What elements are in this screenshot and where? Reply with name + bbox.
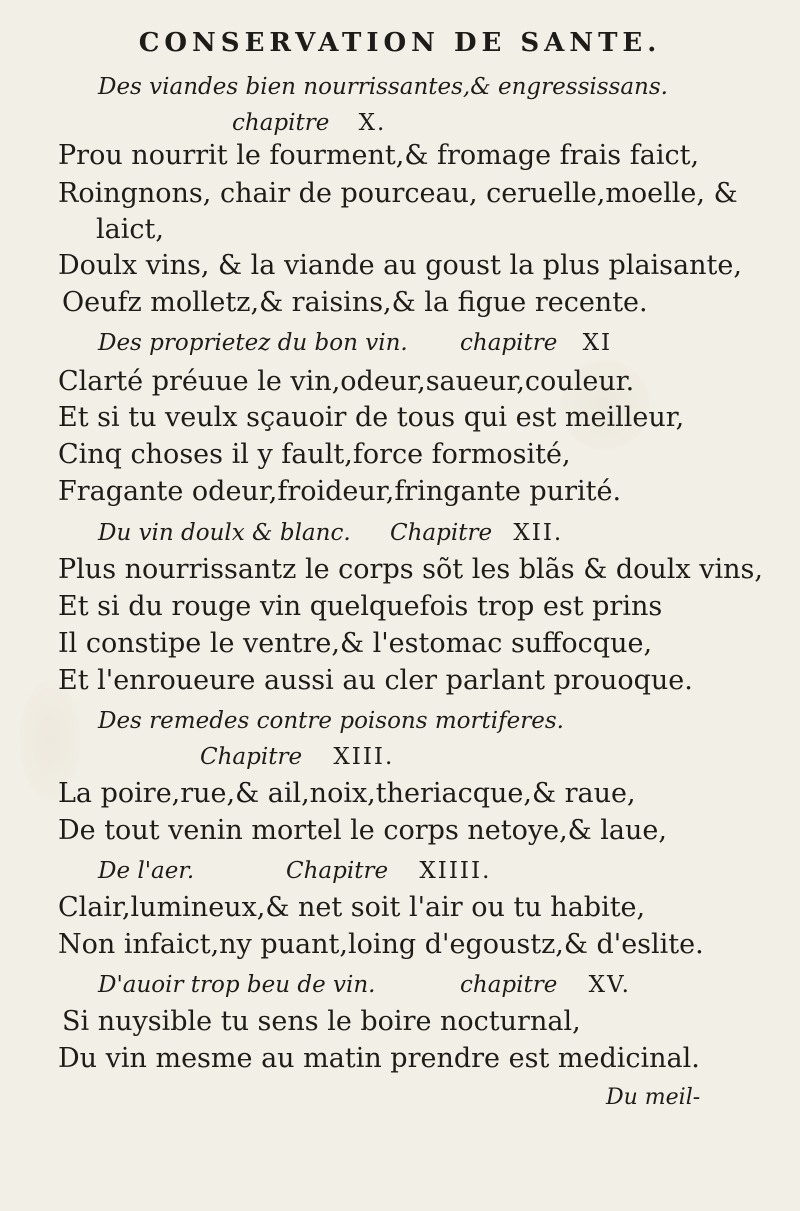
verse-line: Clair,lumineux,& net soit l'air ou tu habite, bbox=[58, 892, 646, 923]
section-heading bbox=[98, 858, 194, 884]
section-title: De l'aer. bbox=[98, 858, 195, 884]
chapter-label: chapitre XV. bbox=[460, 972, 631, 998]
chapter-label: Chapitre XII. bbox=[390, 520, 564, 546]
verse-line: Plus nourrissantz le corps sõt les blãs & doulx vins, bbox=[58, 554, 763, 585]
verse-line: Et si du rouge vin quelquefois trop est prins bbox=[58, 591, 663, 622]
verse-line: De tout venin mortel le corps netoye,& laue, bbox=[58, 815, 667, 846]
section-title: Des remedes contre poisons mortiferes. bbox=[98, 708, 564, 734]
section-title: Des proprietez du bon vin. bbox=[98, 330, 408, 356]
catchword: Du meil- bbox=[606, 1085, 701, 1110]
verse-line: Prou nourrit le fourment,& fromage frais faict, bbox=[58, 140, 700, 171]
verse-line: laict, bbox=[96, 214, 164, 245]
verse-line: Oeufz molletz,& raisins,& la figue recente. bbox=[62, 287, 648, 318]
verse-line: Et si tu veulx sçauoir de tous qui est meilleur, bbox=[58, 402, 685, 433]
verse-line: La poire,rue,& ail,noix,theriacque,& raue, bbox=[58, 778, 636, 809]
verse-line: Clarté préuue le vin,odeur,saueur,couleur. bbox=[58, 366, 635, 397]
verse-line: Et l'enroueure aussi au cler parlant prouoque. bbox=[58, 665, 693, 696]
verse-line: Roingnons, chair de pourceau, ceruelle,moelle, & bbox=[58, 178, 738, 209]
section-title: D'auoir trop beu de vin. bbox=[98, 972, 376, 998]
running-header: CONSERVATION DE SANTE. bbox=[138, 28, 662, 58]
verse-line: Doulx vins, & la viande au goust la plus plaisante, bbox=[58, 250, 742, 281]
section-heading bbox=[98, 520, 351, 546]
verse-line: Non infaict,ny puant,loing d'egoustz,& d'eslite. bbox=[58, 929, 704, 960]
verse-line: Cinq choses il y fault,force formosité, bbox=[58, 439, 571, 470]
chapter-label: Chapitre XIII. bbox=[200, 744, 395, 770]
section-title: Du vin doulx & blanc. bbox=[98, 520, 351, 546]
section-heading bbox=[98, 330, 408, 356]
section-heading bbox=[98, 74, 668, 100]
chapter-label: chapitre X. bbox=[232, 110, 387, 136]
chapter-label: chapitre XI bbox=[460, 330, 613, 356]
verse-line: Du vin mesme au matin prendre est medicinal. bbox=[58, 1043, 700, 1074]
section-title: Des viandes bien nourrissantes,& engressissans. bbox=[98, 74, 668, 100]
verse-line: Fragante odeur,froideur,fringante purité. bbox=[58, 476, 622, 507]
section-heading bbox=[98, 708, 564, 734]
section-heading bbox=[98, 972, 376, 998]
chapter-label: Chapitre XIIII. bbox=[286, 858, 492, 884]
verse-line: Il constipe le ventre,& l'estomac suffocque, bbox=[58, 628, 653, 659]
verse-line: Si nuysible tu sens le boire nocturnal, bbox=[62, 1006, 581, 1037]
